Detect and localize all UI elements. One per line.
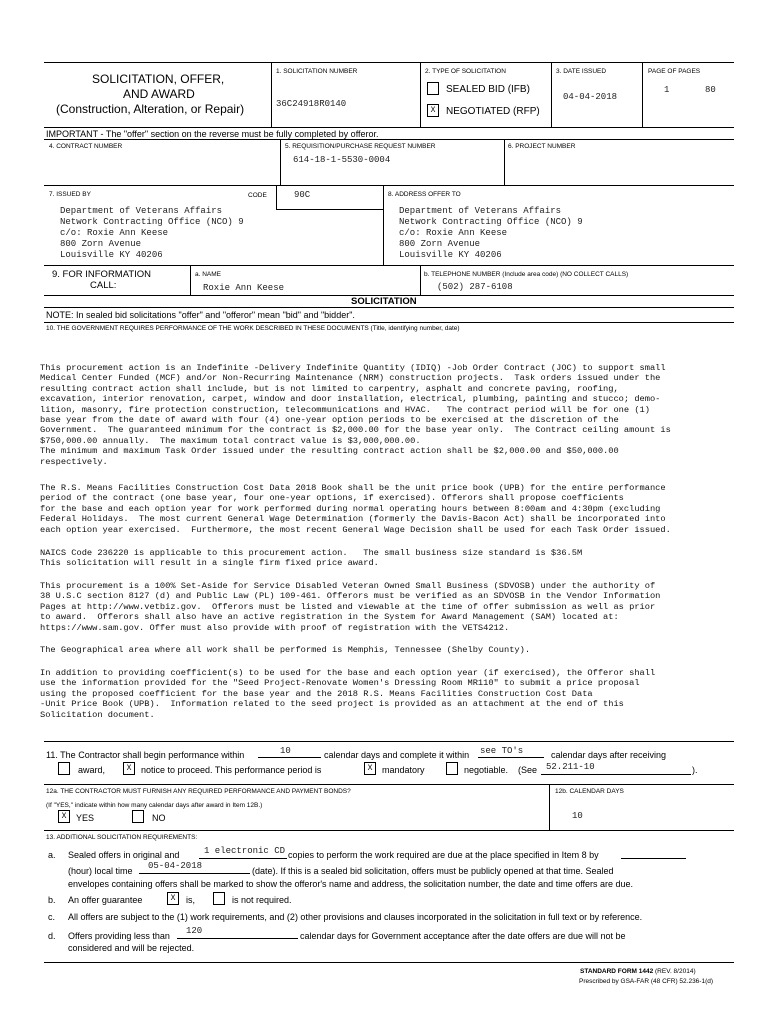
address-offer-line1[interactable]: Department of Veterans Affairs [399, 206, 562, 216]
description-paragraph-1: This procurement action is an Indefinite -Delivery Indefinite Quantity (IDIQ) -Job Order Contract (JOC) to support small Medical Center Funded (MCF) and/or Non-Recurring Maintenance (NRM) construction projects. Task orders issued under the resulting contract action shall include, but is not limited to carpentry, asphalt and concrete paving, roofing, excavation, interior renovation, carpet, window and door installation, electrical, plumbing, painting and stucco; demo- lition, masonry, fire protection construction, telecommunications and HVAC. The contract period will be for one (1) base year from the date of award with four (4) one-year option periods to be exercised at the discretion of the Government. The guaranteed minimum for the contract is $2,000.00 for the base year only. The Contract ceiling amount is $750,000.00 annually. The maximum total contract value is $3,000,000.00. The minimum and maximum Task Order issued under the resulting contract action shall be $2,000.00 and $50,000.00 respectively. [40, 363, 671, 467]
item13b-letter: b. [48, 895, 56, 905]
bonds-no-checkbox[interactable] [132, 810, 144, 823]
item12a-label: 12a. THE CONTRACTOR MUST FURNISH ANY REQUIRED PERFORMANCE AND PAYMENT BONDS? [46, 788, 351, 795]
item11-text-c: calendar days after receiving [551, 750, 667, 760]
issued-by-line5[interactable]: Louisville KY 40206 [60, 250, 163, 260]
footer-form-number: STANDARD FORM 1442 [580, 968, 654, 975]
sealed-bid-note: NOTE: In sealed bid solicitations "offer" and "offeror" mean "bid" and "bidder". [46, 310, 355, 320]
address-offer-line5[interactable]: Louisville KY 40206 [399, 250, 502, 260]
project-number-label: 6. PROJECT NUMBER [508, 143, 576, 150]
item13a-letter: a. [48, 850, 56, 860]
solicitation-number-label: 1. SOLICITATION NUMBER [276, 68, 358, 75]
award-checkbox[interactable] [58, 762, 70, 775]
contract-number-label: 4. CONTRACT NUMBER [49, 143, 123, 150]
form-title-line1: SOLICITATION, OFFER, [92, 72, 225, 86]
call-label: CALL: [90, 280, 117, 291]
item13a-copies[interactable]: 1 electronic CD [204, 846, 286, 856]
date-issued-label: 3. DATE ISSUED [556, 68, 607, 75]
form-title-line3: (Construction, Alteration, or Repair) [56, 102, 245, 116]
negotiable-label: negotiable. [464, 765, 509, 775]
bonds-no-label: NO [152, 813, 166, 823]
guarantee-isnot-label: is not required. [232, 895, 292, 905]
issued-by-code-value[interactable]: 90C [294, 190, 311, 200]
description-paragraph-6: In addition to providing coefficient(s) to be used for the base and each option year (if exercised), the Offeror shall use the information provided for the "Seed Project-Renovate Women's Dressing Room MR110" to submit a price proposal using the proposed coefficient for the base year and the 2018 R.S. Means Facilities Construction Cost Data -Unit Price Book (UPB). Information related to the seed project is provided as an attachment at the end of this Solicitation document. [40, 668, 656, 720]
item13a-due-date[interactable]: 05-04-2018 [148, 861, 203, 871]
requisition-number-label: 5. REQUISITION/PURCHASE REQUEST NUMBER [285, 143, 436, 150]
issued-by-line4[interactable]: 800 Zorn Avenue [60, 239, 142, 249]
solicitation-type-label: 2. TYPE OF SOLICITATION [425, 68, 506, 75]
solicitation-number-value[interactable]: 36C24918R0140 [276, 99, 347, 109]
requisition-number-value[interactable]: 614-18-1-5530-0004 [293, 155, 391, 165]
item12b-value[interactable]: 10 [572, 811, 583, 821]
item13a-text1: Sealed offers in original and [68, 850, 180, 860]
item13d-text3: considered and will be rejected. [68, 943, 195, 953]
item13c-letter: c. [48, 912, 56, 922]
footer-prescribed: Prescribed by GSA-FAR (48 CFR) 52.236-1(d) [579, 978, 714, 985]
description-paragraph-2: The R.S. Means Facilities Construction Cost Data 2018 Book shall be the unit price book (UPB) for the entire performance period of the contract (one base year, four one-year options, if exercised). Offerors shall propose coefficients for the base and each option year for work performed during normal operating hours between 8:00am and 4:30pm (excluding Federal Holidays. The most current General Wage Determination (formerly the Davis-Bacon Act) shall be incorporated into each option year exercised. Furthermore, the most recent General Wage Decision shall be used for each Task Order issued. [40, 483, 671, 535]
item11-days-complete[interactable]: see TO's [480, 746, 524, 756]
date-issued-value[interactable]: 04-04-2018 [563, 92, 618, 102]
issued-by-label: 7. ISSUED BY [49, 191, 91, 198]
item13d-text2: calendar days for Government acceptance after the date offers are due will not be [300, 931, 626, 941]
item11-close: ). [692, 765, 698, 775]
address-offer-line3[interactable]: c/o: Roxie Ann Keese [399, 228, 508, 238]
footer-form-name [580, 968, 696, 976]
info-phone-value[interactable]: (502) 287-6108 [437, 282, 513, 292]
notice-to-proceed-checkbox[interactable]: X [123, 762, 135, 775]
item11-text-b: calendar days and complete it within [324, 750, 470, 760]
issued-by-code-label: CODE [248, 192, 267, 199]
negotiated-label: NEGOTIATED (RFP) [446, 106, 540, 117]
guarantee-isnot-checkbox[interactable] [213, 892, 225, 905]
solicitation-heading: SOLICITATION [351, 296, 417, 307]
item13a-local-time: (hour) local time [68, 866, 133, 876]
item11-see-clause[interactable]: 52.211-10 [546, 762, 595, 772]
issued-by-line3[interactable]: c/o: Roxie Ann Keese [60, 228, 169, 238]
item13d-text1: Offers providing less than [68, 931, 170, 941]
item13a-text4: envelopes containing offers shall be marked to show the offeror's name and address, the solicitation number, the date and time offers are due. [68, 879, 634, 889]
description-paragraph-4: This procurement is a 100% Set-Aside for Service Disabled Veteran Owned Small Business (SDVOSB) under the authority of 38 U.S.C section 8127 (d) and Public Law (PL) 109-461. Offerors must be verified as an SDVOSB in the Vendor Information Pages at http://www.vetbiz.gov. Offerors must be listed and viewable at the time of offer submission as well as prior to award. Offerors shall also have an active registration in the System for Award Management (SAM) located at: https://www.sam.gov. Offer must also provide with proof of registration with the VETS4212. [40, 581, 661, 633]
bonds-yes-checkbox[interactable]: X [58, 810, 70, 823]
award-label: award, [78, 765, 106, 775]
sealed-bid-label: SEALED BID (IFB) [446, 84, 530, 95]
negotiated-checkbox[interactable]: X [427, 104, 439, 117]
guarantee-is-checkbox[interactable]: X [167, 892, 179, 905]
item13c-text: All offers are subject to the (1) work requirements, and (2) other provisions and clauses incorporated in the solicitation in full text or by reference. [68, 912, 643, 922]
address-offer-line2[interactable]: Network Contracting Office (NCO) 9 [399, 217, 583, 227]
description-paragraph-3: NAICS Code 236220 is applicable to this procurement action. The small business size standard is $36.5M This solicitation will result in a single firm fixed price award. [40, 548, 583, 569]
notice-to-proceed-label: notice to proceed. This performance period is [141, 765, 322, 775]
footer-form-rev: (REV. 8/2014) [655, 968, 696, 975]
form-title-line2: AND AWARD [123, 87, 195, 101]
guarantee-is-label: is, [186, 895, 195, 905]
negotiable-checkbox[interactable] [446, 762, 458, 775]
important-notice: IMPORTANT - The "offer" section on the reverse must be fully completed by offeror. [46, 129, 379, 139]
item11-text-a: 11. The Contractor shall begin performance within [46, 750, 245, 760]
see-label: (See [518, 765, 538, 775]
item13a-text2: copies to perform the work required are due at the place specified in Item 8 by [288, 850, 599, 860]
info-name-value[interactable]: Roxie Ann Keese [203, 283, 285, 293]
sealed-bid-checkbox[interactable] [427, 82, 439, 95]
item12b-label: 12b. CALENDAR DAYS [555, 788, 624, 795]
item10-label: 10. THE GOVERNMENT REQUIRES PERFORMANCE OF THE WORK DESCRIBED IN THESE DOCUMENTS (Title, identifying number, date) [46, 325, 460, 332]
address-offer-label: 8. ADDRESS OFFER TO [388, 191, 461, 198]
info-phone-label: b. TELEPHONE NUMBER (Include area code) (NO COLLECT CALLS) [424, 271, 629, 278]
info-name-label: a. NAME [195, 271, 222, 278]
item13d-days[interactable]: 120 [186, 926, 203, 936]
pages-label: PAGE OF PAGES [648, 68, 701, 75]
description-paragraph-5: The Geographical area where all work shall be performed is Memphis, Tennessee (Shelby County). [40, 645, 531, 655]
item13-label: 13. ADDITIONAL SOLICITATION REQUIREMENTS: [46, 834, 198, 841]
bonds-yes-label: YES [76, 813, 95, 823]
for-information-label: 9. FOR INFORMATION [52, 269, 152, 280]
issued-by-line1[interactable]: Department of Veterans Affairs [60, 206, 223, 216]
page-total-value[interactable]: 80 [705, 85, 716, 95]
item13a-text3: (date). If this is a sealed bid solicitation, offers must be publicly opened at that time. Sealed [252, 866, 614, 876]
page-number-value[interactable]: 1 [664, 85, 670, 95]
mandatory-label: mandatory [382, 765, 425, 775]
mandatory-checkbox[interactable]: X [364, 762, 376, 775]
item13d-letter: d. [48, 931, 56, 941]
item12a-sub: (If "YES," indicate within how many calendar days after award in Item 12B.) [46, 802, 263, 809]
issued-by-line2[interactable]: Network Contracting Office (NCO) 9 [60, 217, 244, 227]
item11-days-begin[interactable]: 10 [280, 746, 291, 756]
address-offer-line4[interactable]: 800 Zorn Avenue [399, 239, 481, 249]
item13b-text1: An offer guarantee [68, 895, 143, 905]
